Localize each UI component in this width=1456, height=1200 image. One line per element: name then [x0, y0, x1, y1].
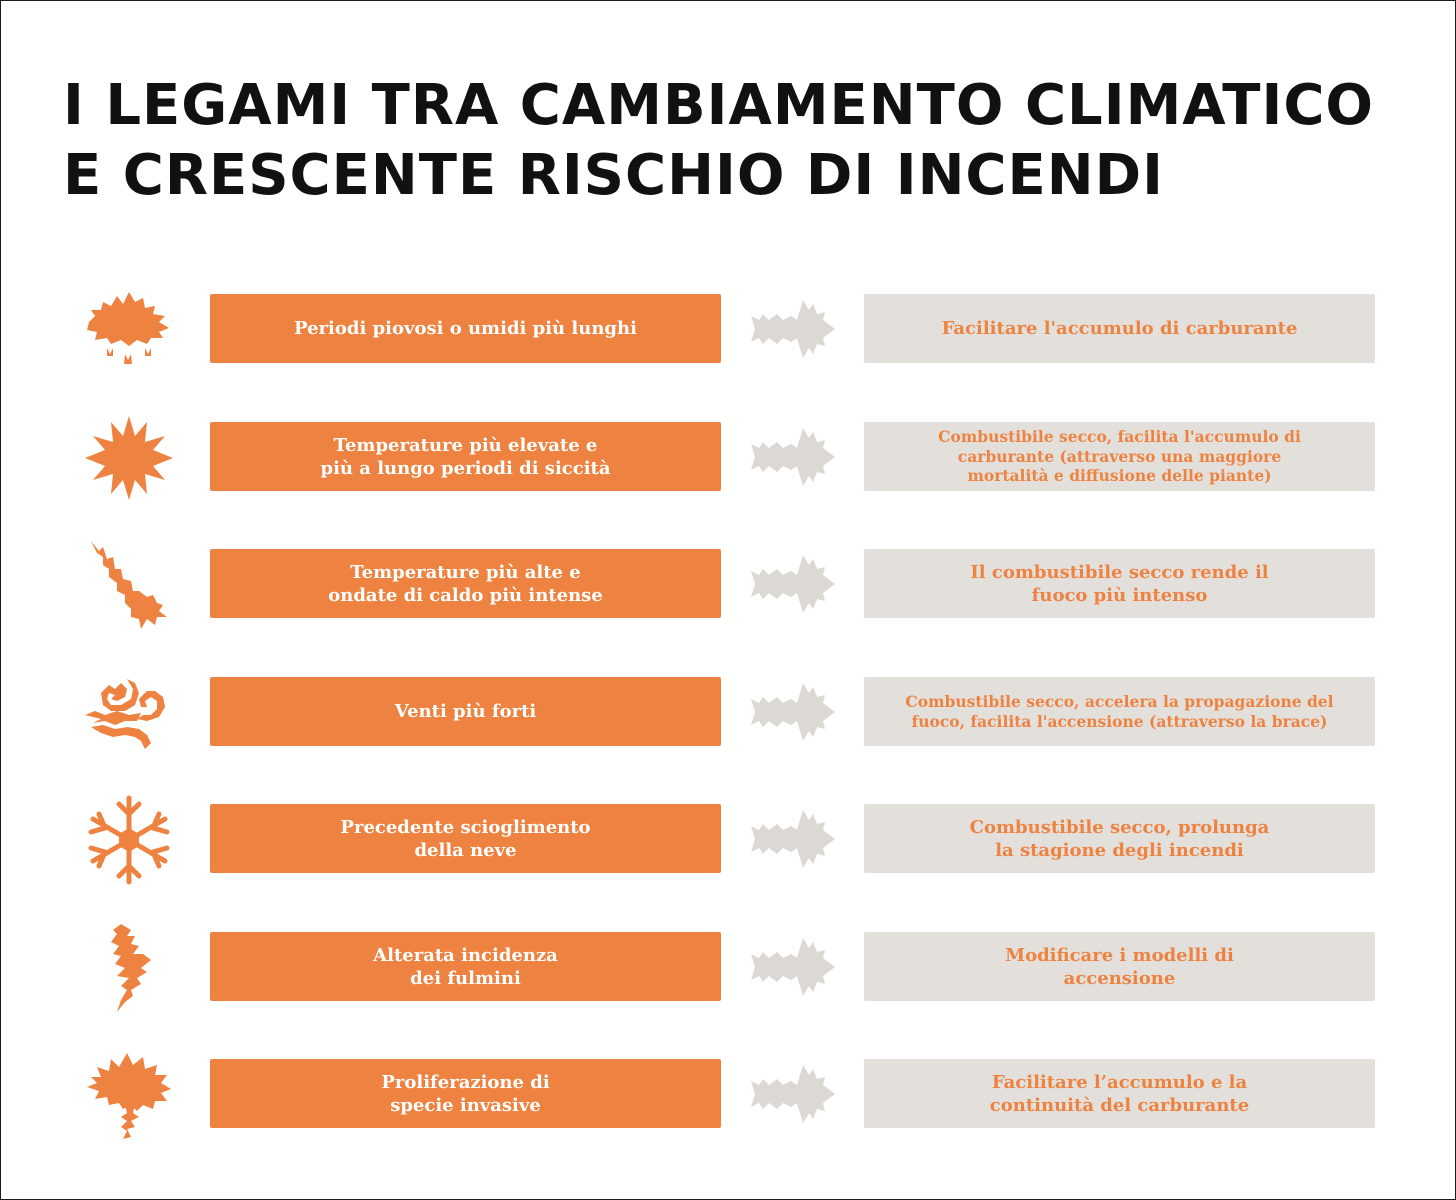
effect-box: Modificare i modelli di accensione — [864, 932, 1375, 1001]
cause-box: Periodi piovosi o umidi più lunghi — [210, 294, 721, 363]
thermometer-icon — [81, 537, 177, 633]
arrow-right-icon — [747, 677, 839, 747]
effect-box: Combustibile secco, facilita l'accumulo di carburante (attraverso una maggiore mortalità e diffusione delle piante) — [864, 422, 1375, 491]
effect-box: Il combustibile secco rende il fuoco più intenso — [864, 549, 1375, 618]
cause-box: Venti più forti — [210, 677, 721, 746]
effect-box: Facilitare l'accumulo di carburante — [864, 294, 1375, 363]
row-snow — [1, 804, 1456, 874]
effect-box: Facilitare l’accumulo e la continuità del carburante — [864, 1059, 1375, 1128]
effect-box: Combustibile secco, prolunga la stagione degli incendi — [864, 804, 1375, 873]
sun-icon — [81, 410, 177, 506]
row-sun — [1, 422, 1456, 492]
cause-box: Alterata incidenza dei fulmini — [210, 932, 721, 1001]
title-line-1: I LEGAMI TRA CAMBIAMENTO CLIMATICO — [63, 73, 1375, 138]
cause-box: Temperature più elevate e più a lungo periodi di siccità — [210, 422, 721, 491]
arrow-right-icon — [747, 804, 839, 874]
row-invasive-species — [1, 1059, 1456, 1129]
cause-box: Precedente scioglimento della neve — [210, 804, 721, 873]
arrow-right-icon — [747, 1059, 839, 1129]
row-lightning — [1, 932, 1456, 1002]
title-line-2: E CRESCENTE RISCHIO DI INCENDI — [63, 143, 1164, 208]
tree-icon — [81, 1047, 177, 1143]
snowflake-icon — [81, 792, 177, 888]
row-wind — [1, 677, 1456, 747]
rain-cloud-icon — [81, 282, 177, 378]
page-title — [63, 71, 1374, 211]
row-rain — [1, 294, 1456, 364]
lightning-icon — [81, 920, 177, 1016]
arrow-right-icon — [747, 932, 839, 1002]
arrow-right-icon — [747, 422, 839, 492]
row-heatwave — [1, 549, 1456, 619]
cause-box: Temperature più alte e ondate di caldo più intense — [210, 549, 721, 618]
effect-box: Combustibile secco, accelera la propagazione del fuoco, facilita l'accensione (attraverso la brace) — [864, 677, 1375, 746]
cause-box: Proliferazione di specie invasive — [210, 1059, 721, 1128]
arrow-right-icon — [747, 294, 839, 364]
arrow-right-icon — [747, 549, 839, 619]
wind-icon — [81, 665, 177, 761]
